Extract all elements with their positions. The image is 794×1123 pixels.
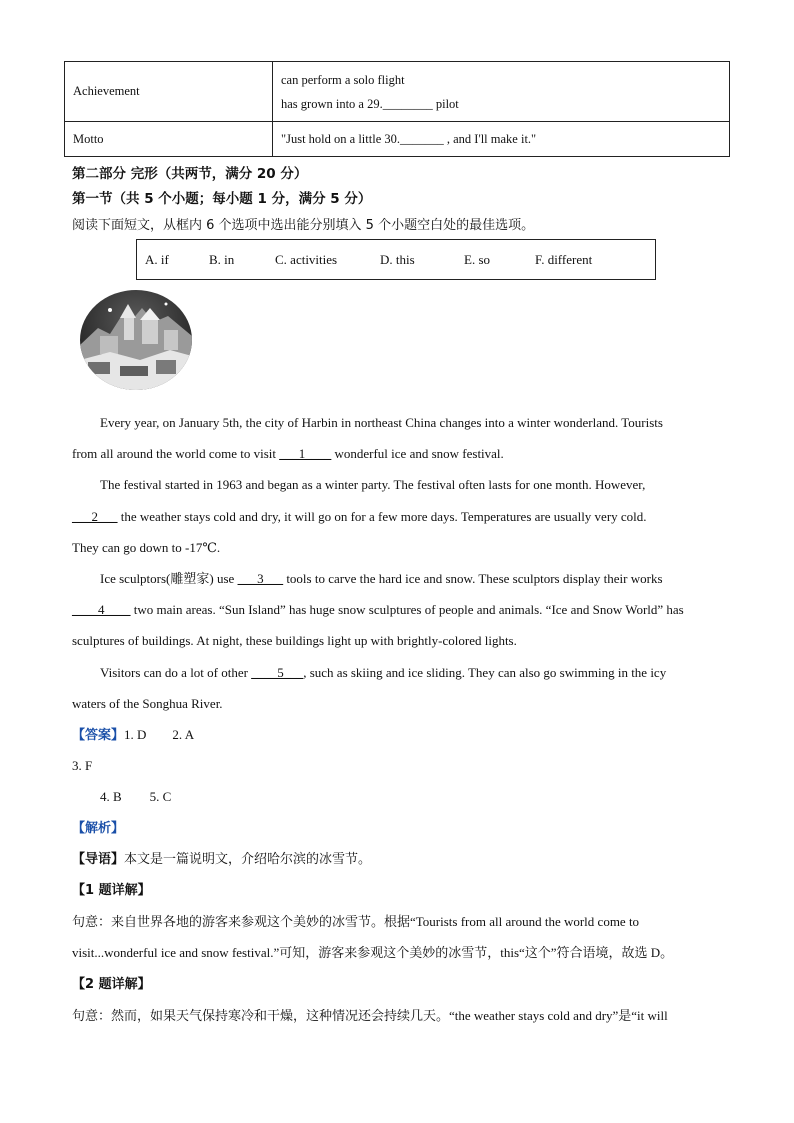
table-row [65, 122, 730, 157]
q2-label: 【2 题详解】 [72, 977, 151, 992]
blank-3: ___3___ [237, 571, 284, 586]
answer-3: 3. F [72, 758, 93, 773]
q1-line2: visit...wonderful ice and snow festival.”可知，游客来参观这个美妙的冰雪节，this“这个”符合语境，故选 D。 [72, 945, 674, 960]
passage-p2-line3: They can go down to -17℃. [72, 540, 221, 555]
blank-4: ____4____ [72, 602, 131, 617]
passage-text: the weather stays cold and dry, it will go on for a few more days. Temperatures are usually very cold. [117, 509, 647, 524]
achievement-label: Achievement [65, 62, 273, 122]
motto-text-end: , and I'll make it." [443, 131, 537, 146]
guide-line [72, 852, 371, 868]
q1-label: 【1 题详解】 [72, 883, 151, 898]
blank-29: ________ [382, 96, 433, 111]
passage-p3-line1 [100, 571, 663, 587]
guide-label: 【导语】 [72, 852, 125, 867]
passage-p3-line3: sculptures of buildings. At night, these buildings light up with brightly-colored lights. [72, 633, 517, 648]
profile-table [64, 61, 730, 157]
ice-festival-photo [80, 290, 192, 390]
option-d: D. this [380, 252, 415, 267]
achievement-text-end: pilot [432, 96, 459, 111]
ice-festival-image-icon [80, 290, 192, 390]
passage-p1-line1: Every year, on January 5th, the city of Harbin in northeast China changes into a winter wonderland. Tourists [100, 415, 663, 430]
passage-text: wonderful ice and snow festival. [331, 446, 504, 461]
blank-2: ___2___ [72, 509, 118, 524]
option-f: F. different [535, 252, 593, 267]
option-b: B. in [209, 252, 235, 267]
blank-5: ____5___ [251, 665, 304, 680]
table-row [65, 62, 730, 122]
options-box [136, 239, 656, 280]
option-a: A. if [145, 252, 169, 267]
passage-text: Visitors can do a lot of other [100, 665, 252, 680]
passage-p4-line2: waters of the Songhua River. [72, 696, 223, 711]
option-e: E. so [464, 252, 490, 267]
passage-text: from all around the world come to visit [72, 446, 280, 461]
analysis-label: 【解析】 [72, 821, 125, 836]
achievement-line-1: can perform a solo flight [281, 72, 405, 87]
option-c: C. activities [275, 252, 338, 267]
passage-text: Ice sculptors(雕塑家) use [100, 571, 238, 586]
passage-p3-line2 [72, 602, 684, 618]
answer-4: 4. B [100, 789, 122, 804]
passage-text: , such as skiing and ice sliding. They can also go swimming in the icy [303, 665, 667, 680]
answer-5: 5. C [149, 789, 172, 804]
passage-text: two main areas. “Sun Island” has huge snow sculptures of people and animals. “Ice and Snow World” has [130, 602, 684, 617]
achievement-line-2 [281, 92, 721, 116]
blank-1: ___1____ [279, 446, 332, 461]
guide-text: 本文是一篇说明文，介绍哈尔滨的冰雪节。 [124, 852, 372, 867]
achievement-value [273, 62, 730, 122]
passage-p2-line2 [72, 509, 647, 525]
motto-label: Motto [65, 122, 273, 157]
answer-line-3 [100, 789, 171, 805]
answer-2: 2. A [172, 727, 195, 742]
achievement-text: has grown into a 29. [281, 96, 383, 111]
motto-value [273, 122, 730, 157]
instruction: 阅读下面短文，从框内 6 个选项中选出能分别填入 5 个小题空白处的最佳选项。 [72, 218, 535, 233]
motto-text: "Just hold on a little 30. [281, 131, 400, 146]
q2-line1: 句意：然而，如果天气保持寒冷和干燥，这种情况还会持续几天。“the weather stays cold and dry”是“it will [72, 1008, 668, 1023]
passage-p4-line1 [100, 665, 666, 681]
passage-p2-line1: The festival started in 1963 and began as a winter party. The festival often lasts for one month. However, [100, 477, 646, 492]
passage-text: tools to carve the hard ice and snow. These sculptors display their works [283, 571, 663, 586]
answer-1: 1. D [124, 727, 147, 742]
q1-line1: 句意：来自世界各地的游客来参观这个美妙的冰雪节。根据“Tourists from all around the world come to [72, 914, 640, 929]
answer-label: 【答案】 [72, 728, 125, 743]
answer-line-1 [72, 727, 194, 744]
blank-30: _______ [400, 131, 444, 146]
sub-title: 第一节（共 5 个小题；每小题 1 分，满分 5 分） [72, 191, 372, 207]
part-title: 第二部分 完形（共两节，满分 20 分） [72, 166, 308, 182]
passage-p1-line2 [72, 446, 504, 462]
